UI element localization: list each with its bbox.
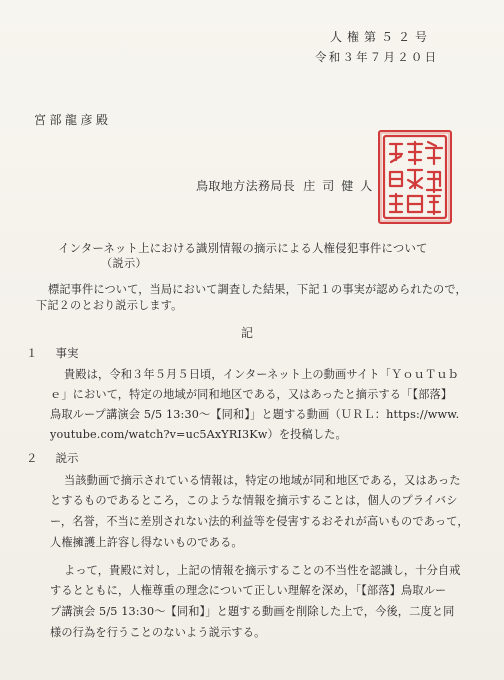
sender-block bbox=[196, 177, 379, 194]
body-line: youtube.com/watch?v=uc5AxYRI3Kw）を投稿した。 bbox=[50, 428, 347, 441]
body-line: 当該動画で摘示されている情報は，特定の地域が同和地区である，又はあった bbox=[64, 474, 461, 487]
section-heading bbox=[26, 450, 79, 466]
body-line: するとともに，人権尊重の理念について正しい理解を深め，「【部落】鳥取ルー bbox=[50, 584, 447, 597]
body-line: ｅ」において，特定の地域が同和地区である，又はあったと摘示する「【部落】 bbox=[50, 388, 453, 401]
section-heading bbox=[26, 345, 79, 361]
intro-line: 標記事件について，当局において調査した結果，下記１の事実が認められたので， bbox=[48, 283, 467, 296]
official-seal-icon bbox=[378, 130, 452, 224]
section-title: 説示 bbox=[55, 451, 79, 465]
body-line: 鳥取ループ講演会 5/5 13:30～【同和】」と題する動画（ＵＲＬ：https://www. bbox=[50, 408, 460, 421]
document-number: 人権第５２号 bbox=[330, 30, 433, 44]
body-line: プ講演会 5/5 13:30～【同和】」と題する動画を削除した上で，今後，二度と同 bbox=[50, 605, 455, 618]
body-line: よって，貴殿に対し，上記の情報を摘示することの不当性を認識し，十分自戒 bbox=[64, 564, 461, 577]
body-line: 貴殿は，令和３年５月５日頃，インターネット上の動画サイト「ＹｏｕＴｕｂ bbox=[64, 368, 460, 381]
section-number: １ bbox=[26, 346, 38, 360]
subject-line: インターネット上における識別情報の摘示による人権侵犯事件について bbox=[58, 241, 428, 255]
body-line: とするものであるところ，このような情報を摘示することは，個人のプライバシ bbox=[50, 494, 458, 507]
body-line: ー，名誉，不当に差別されない法的利益等を侵害するおそれが高いものであって， bbox=[50, 515, 469, 528]
section-title: 事実 bbox=[55, 346, 79, 360]
section-number: ２ bbox=[26, 451, 38, 465]
subject-subtitle: （説示） bbox=[101, 257, 147, 270]
document-date: 令和３年７月２０日 bbox=[315, 50, 439, 64]
intro-line: 下記２のとおり説示します。 bbox=[36, 299, 183, 312]
sender-name: 庄司健人 bbox=[303, 179, 380, 193]
sender-office: 鳥取地方法務局長 bbox=[196, 179, 296, 193]
ki-heading: 記 bbox=[241, 326, 254, 340]
body-line: 人権擁護上許容し得ないものである。 bbox=[50, 536, 243, 549]
recipient-name: 宮部龍彦殿 bbox=[34, 113, 112, 127]
body-line: 様の行為を行うことのないよう説示する。 bbox=[50, 626, 266, 639]
